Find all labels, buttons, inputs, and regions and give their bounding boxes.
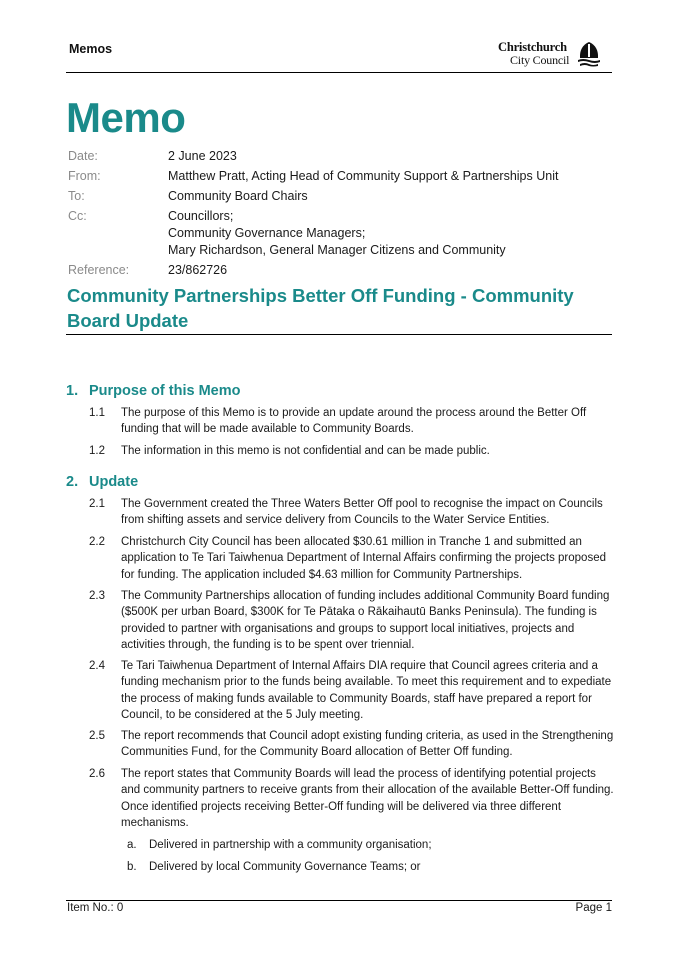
- paragraph-number: 2.3: [89, 590, 105, 602]
- paragraph-text: The report recommends that Council adopt existing funding criteria, as used in the Strengthening Communities Fund, for the Community Board allocation of Better Off funding.: [121, 730, 614, 759]
- sub-item: [127, 859, 607, 875]
- paragraph-text: The purpose of this Memo is to provide an update around the process around the Better Off funding that will be made available to Community Boards.: [121, 407, 587, 436]
- cathedral-icon: [577, 41, 601, 67]
- meta-value: 23/862726: [168, 263, 228, 277]
- header-label: Memos: [69, 42, 113, 56]
- section-number: 1.: [66, 383, 79, 399]
- meta-label: Cc:: [68, 209, 87, 223]
- logo-text-line1: Christchurch: [498, 40, 567, 54]
- sub-item-letter: b.: [127, 861, 137, 873]
- paragraph: [89, 588, 614, 653]
- paragraph: [89, 534, 614, 583]
- cc-line: Mary Richardson, General Manager Citizens and Community: [168, 243, 506, 257]
- footer-page-number: Page 1: [575, 902, 612, 914]
- meta-label: Date:: [68, 149, 98, 163]
- paragraph: [89, 496, 614, 529]
- paragraph-number: 1.1: [89, 407, 105, 419]
- paragraph: [89, 728, 614, 761]
- section-title: Purpose of this Memo: [89, 383, 241, 399]
- page-title: Memo: [66, 94, 186, 141]
- section-title: Update: [89, 474, 139, 490]
- cc-line: Community Governance Managers;: [168, 226, 366, 240]
- paragraph-text: The Government created the Three Waters Better Off pool to recognise the impact on Councils from shifting assets and service delivery from Councils to the Water Service Entities.: [121, 498, 603, 527]
- paragraph-number: 2.5: [89, 730, 105, 742]
- meta-label: Reference:: [68, 263, 130, 277]
- sub-item-letter: a.: [127, 839, 137, 851]
- paragraph-number: 2.4: [89, 660, 105, 672]
- paragraph: [89, 443, 614, 459]
- meta-value-list: [168, 208, 648, 259]
- paragraph-number: 2.1: [89, 498, 105, 510]
- meta-value: Matthew Pratt, Acting Head of Community Support & Partnerships Unit: [168, 169, 559, 183]
- paragraph: [89, 658, 614, 723]
- meta-label: To:: [68, 189, 85, 203]
- meta-label: From:: [68, 169, 101, 183]
- council-logo: [498, 40, 604, 70]
- paragraph-text: The report states that Community Boards will lead the process of identifying potential projects and community partners to receive grants from their allocation of the available Better-Off funding. Once identified projects receiving Better-Off funding will be delivered via three different mechanisms.: [121, 768, 614, 829]
- paragraph-text: The information in this memo is not confidential and can be made public.: [121, 445, 490, 457]
- sub-item-text: Delivered by local Community Governance Teams; or: [149, 861, 421, 873]
- paragraph-number: 2.6: [89, 768, 105, 780]
- meta-value: Community Board Chairs: [168, 189, 308, 203]
- sub-item: [127, 837, 607, 853]
- paragraph: [89, 766, 614, 831]
- memo-subject: Community Partnerships Better Off Funding - Community Board Update: [67, 285, 574, 331]
- section-heading: [66, 474, 138, 490]
- meta-value: 2 June 2023: [168, 149, 237, 163]
- footer-item-number: Item No.: 0: [67, 902, 124, 914]
- paragraph-number: 1.2: [89, 445, 105, 457]
- subject-rule: [66, 334, 612, 335]
- sub-item-text: Delivered in partnership with a community organisation;: [149, 839, 432, 851]
- section-heading: [66, 383, 240, 399]
- cc-line: Councillors;: [168, 209, 234, 223]
- paragraph-text: Te Tari Taiwhenua Department of Internal Affairs DIA require that Council agrees criteria and a funding mechanism prior to the funds being available. To meet this requirement and to expediate the process of making funds available to Community Boards, staff have prepared a report for Council, to be considered at the 5 July meeting.: [121, 660, 612, 721]
- section-number: 2.: [66, 474, 79, 490]
- logo-text-line2: City Council: [510, 53, 570, 67]
- paragraph-number: 2.2: [89, 536, 105, 548]
- paragraph-text: Christchurch City Council has been allocated $30.61 million in Tranche 1 and submitted an application to Te Tari Taiwhenua Department of Internal Affairs confirming the projects proposed for funding. The application included $4.63 million for Community Partnerships.: [121, 536, 606, 581]
- paragraph: [89, 405, 614, 438]
- footer-rule: [66, 900, 612, 901]
- paragraph-text: The Community Partnerships allocation of funding includes additional Community Board funding ($500K per urban Board, $300K for Te Pātaka o Rākaihautū Banks Peninsula). The funding is provided to partner with organisations and groups to support local initiatives, projects and activities through, the funding is to be spent over triennial.: [121, 590, 610, 651]
- header-rule: [66, 72, 612, 73]
